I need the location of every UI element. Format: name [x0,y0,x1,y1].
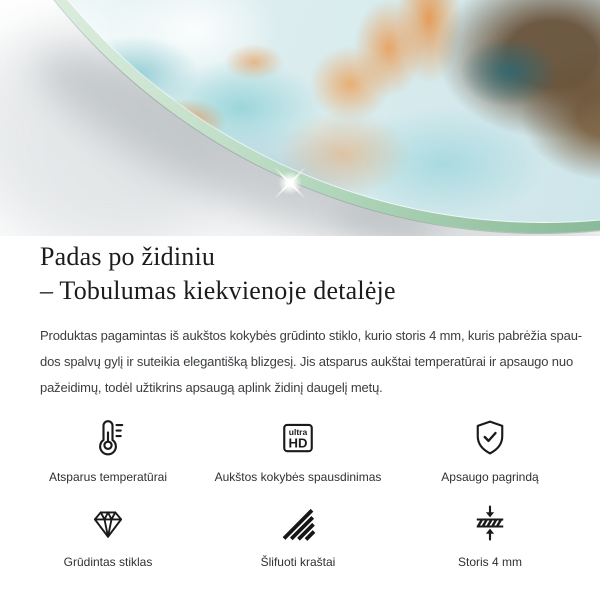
description-line: dos spalvų gylį ir suteikia elegantišką blizgesį. Jis atsparus aukštai temperatūrai ir apsaugo nuo [40,354,574,369]
feature-label: Atsparus temperatūrai [48,470,168,484]
shield-check-icon [470,417,510,459]
hero-image [0,0,600,236]
thermometer-icon [88,417,128,459]
diamond-icon [88,502,128,544]
feature-item-polished-edges [194,502,402,569]
page-title-line1: Padas po židiniu [40,242,216,271]
page-title [40,240,560,308]
thickness-icon [470,502,510,544]
svg-text:HD: HD [288,435,308,451]
description-line: pažeidimų, todėl užtikrins apsaugą aplink židinį daugelį metų. [40,380,383,395]
feature-item-temperature [22,417,194,484]
feature-item-protects-base [402,417,578,484]
feature-label: Aukštos kokybės spausdinimas [214,470,382,484]
light-glint-icon [268,161,312,205]
description-line: Produktas pagamintas iš aukštos kokybės grūdinto stiklo, kurio storis 4 mm, kuris pabrėžia spau- [40,328,582,343]
feature-item-thickness [402,502,578,569]
feature-item-tempered-glass [22,502,194,569]
features-grid [22,417,578,569]
feature-item-print-quality [194,417,402,484]
feature-label: Šlifuoti kraštai [260,555,336,569]
ultra-hd-icon [278,417,318,459]
page-title-line2: – Tobulumas kiekvienoje detalėje [40,276,396,305]
feature-label: Apsaugo pagrindą [441,470,539,484]
product-description [40,323,582,401]
polished-edges-icon [278,502,318,544]
svg-text:ultra: ultra [288,427,308,437]
feature-label: Grūdintas stiklas [63,555,153,569]
feature-label: Storis 4 mm [457,555,522,569]
